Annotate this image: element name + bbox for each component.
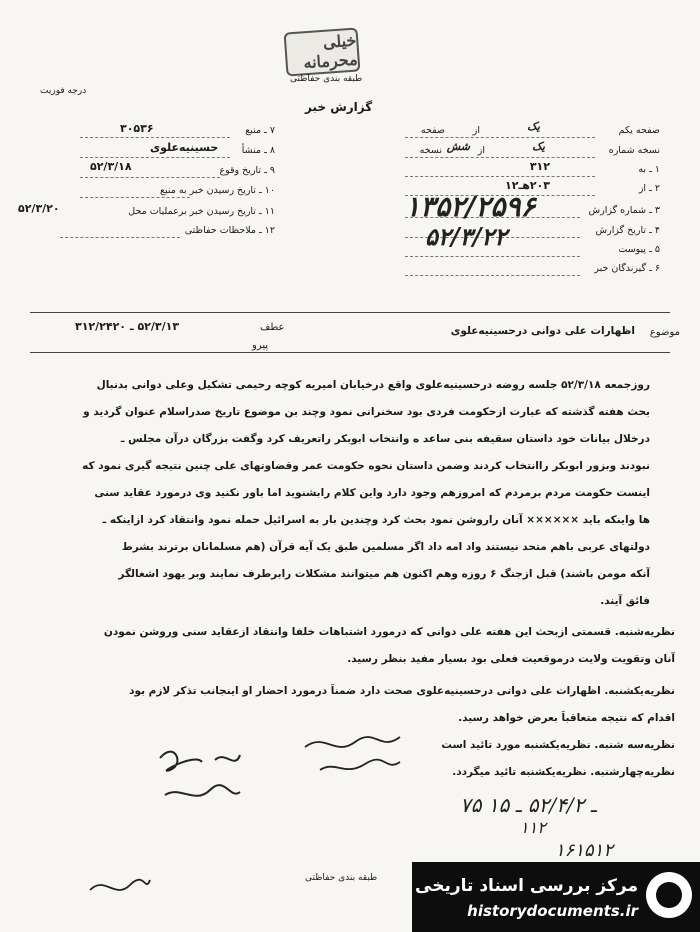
field-ops-date-label: ۱۱ ـ تاریخ رسیدن خبر برعملیات محل <box>128 206 275 217</box>
dash-line <box>80 197 190 198</box>
field-from-label: ۲ ـ از <box>638 183 660 194</box>
subject-label: موضوع <box>649 327 680 338</box>
body-line-6: ها واینکه باید ×××××× آنان راروشن نمود بحث کرد وچندین بار به اسرائیل حمله نمود وانتقاد کرد ازاینکه ـ <box>102 514 650 526</box>
field-to-label: ۱ ـ به <box>638 164 660 175</box>
dash-line <box>80 177 220 178</box>
opinion-2a: نظریه‌یکشنبه. اظهارات علی دوانی درحسینیه‌علوی صحت دارد ضمناً درمورد احضار او اینجانب تذکر لازم بود <box>129 685 675 697</box>
field-page-label: صفحه یکم <box>618 125 660 136</box>
urgency-label: درجه فوریت <box>40 86 87 96</box>
dash-line <box>405 137 595 138</box>
field-ops-date-value: ۵۲/۳/۲۰ <box>18 202 60 215</box>
field-copy-of: از <box>477 145 485 156</box>
handwritten-initials-bottom <box>85 865 155 905</box>
dash-line <box>405 256 580 257</box>
logo-emblem-icon <box>646 872 692 918</box>
field-event-date-label: ۹ ـ تاریخ وقوع <box>219 165 275 176</box>
field-report-number-label: ۳ ـ شماره گزارش <box>588 205 660 216</box>
opinion-3: نظریه‌سه شنبه. نظریه‌یکشنبه مورد تائید است <box>441 739 675 751</box>
opinion-1a: نظریه‌شنبه. قسمتی ازبحث این هفته علی دوانی که درمورد اشتباهات خلفا وانتقاد ازعقاید سنی وروشن نمودن <box>103 626 675 638</box>
handwritten-report-number: ۱۳۵۲/۲۵۹۶ <box>405 190 536 223</box>
field-source-label: ۷ ـ منبع <box>245 125 275 136</box>
logo-title: مرکز بررسی اسناد تاریخی <box>415 876 638 896</box>
handwritten-archive-code: ۱۶۱۵۱۲ <box>555 840 614 861</box>
dash-line <box>405 275 580 276</box>
separator-rule <box>30 312 670 313</box>
opinion-2b: اقدام که نتیجه متعاقباً بعرض خواهد رسید. <box>458 712 675 724</box>
archive-logo <box>412 862 700 932</box>
dash-line <box>80 157 230 158</box>
field-from-value: ۲۰۳هـ۱۲ <box>505 179 550 192</box>
body-line-4: نبودند وبزور ابوبکر راانتخاب کردند وضمن داستان نحوه حکومت عمر وقضاوتهای علی چنین نتیجه گیری نمود که <box>82 460 650 472</box>
logo-url: historydocuments.ir <box>467 902 638 920</box>
field-origin-value: حسینیه‌علوی <box>150 141 219 154</box>
classification-bottom: طبقه بندی حفاظتی <box>305 873 378 883</box>
field-recipients-label: ۶ ـ گیرندگان خبر <box>594 263 660 274</box>
body-line-7: دولتهای عربی باهم متحد نیستند واد امه داد اگر مسلمین طبق یک آیه قرآن (هم مسلمانان برترند بشرط <box>121 541 650 553</box>
field-to-value: ۳۱۲ <box>529 160 550 173</box>
handwritten-report-date: ۵۲/۳/۲۲ <box>425 222 507 251</box>
field-source-value: ۳۰۵۳۶ <box>120 122 154 135</box>
handwritten-signature-middle <box>300 712 410 782</box>
field-origin-label: ۸ ـ منشأ <box>241 145 275 156</box>
subject-text: اظهارات علی دوانی درحسینیه‌علوی <box>450 325 635 337</box>
stamp-text: خیلی محرمانه <box>302 30 359 73</box>
dash-line <box>405 157 595 158</box>
handwritten-archive-sub: ۱۱۲ <box>520 818 546 837</box>
field-page-of: از <box>472 125 480 136</box>
opinion-4: نظریه‌چهارشنبه. نظریه‌یکشنبه تائید میگردد. <box>452 766 675 778</box>
field-page-value: یک <box>527 120 540 133</box>
separator-rule <box>30 352 670 353</box>
field-copy-total: شش <box>446 140 470 153</box>
handwritten-signature-left <box>140 730 250 830</box>
opinion-1b: آنان وتقویت ولایت درموقعیت فعلی بود بسیار مفید بنظر رسید. <box>347 653 675 665</box>
reference-value: ۵۲/۳/۱۳ ـ ۳۱۲/۲۴۲۰ <box>75 320 180 333</box>
field-copy-unit: نسخه <box>419 145 442 156</box>
follow-label: پیرو <box>252 340 269 351</box>
dash-line <box>80 137 230 138</box>
dash-line <box>60 237 180 238</box>
body-line-1: روزجمعه ۵۲/۳/۱۸ جلسه روضه درحسینیه‌علوی واقع درخیابان امیریه کوچه رحیمی تشکیل وعلی دوانی بدنبال <box>96 379 650 391</box>
dash-line <box>405 176 595 177</box>
body-line-5: اینست حکومت مردم برمردم که امروزهم وجود دارد واین کلام رابشنوید اما باور نکنید وی درمورد عقاید سنی <box>94 487 650 499</box>
classification-top: طبقه بندی حفاظتی <box>290 74 363 84</box>
body-line-8: آنکه مومن باشند) قبل ازجنگ ۶ روزه وهم اکنون هم میتوانند مشکلات رابرطرف نمایند وبر یهود اشغالگر <box>118 568 650 580</box>
handwritten-archive-number: ۷۵ ـ ۵۲/۴/۲ ـ ۱۵ <box>460 793 597 817</box>
body-line-9: فائق آیند. <box>600 595 650 607</box>
report-title: گزارش خبر <box>305 100 373 114</box>
field-page-unit: صفحه <box>420 125 445 136</box>
reference-label: عطف <box>260 322 285 333</box>
field-attachment-label: ۵ ـ پیوست <box>618 244 660 255</box>
field-event-date-value: ۵۲/۳/۱۸ <box>90 160 132 173</box>
field-security-notes-label: ۱۲ ـ ملاحظات حفاظتی <box>184 225 275 236</box>
body-line-2: بحث هفته گذشته که عبارت ازحکومت فردی بود سخنرانی نمود وچند بن موضوع تاریخ صدراسلام عنوان گردید و <box>83 406 650 418</box>
secret-stamp <box>284 27 361 76</box>
field-copy-label: نسخه شماره <box>608 145 660 156</box>
body-line-3: درخلال بیانات خود داستان سقیفه بنی ساعد ه وانتخاب ابوبکر راتعریف کرد وگفت بزرگان درآن مجلس ـ <box>120 433 650 445</box>
field-received-date-label: ۱۰ ـ تاریخ رسیدن خبر به منبع <box>160 185 275 196</box>
field-copy-value: یک <box>532 140 545 153</box>
field-report-date-label: ۴ ـ تاریخ گزارش <box>595 225 660 236</box>
